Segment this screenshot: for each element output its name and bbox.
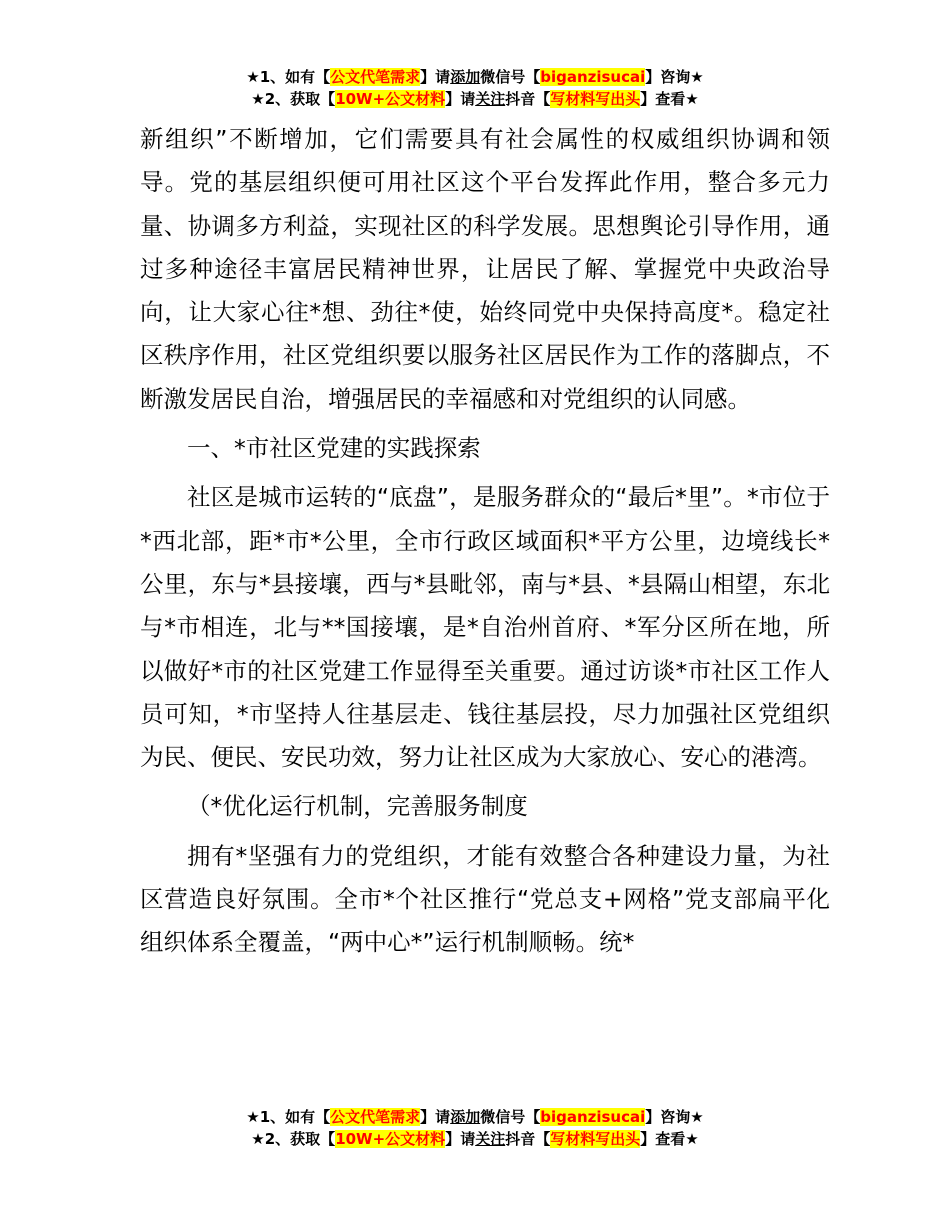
banner-text: ★1、如有【 <box>246 68 331 86</box>
banner-text: 微信号【 <box>480 68 541 86</box>
highlight-materials: 10W+公文材料 <box>335 1130 446 1148</box>
banner-underlined: 关注 <box>475 1130 506 1148</box>
paragraph-1: 新组织”不断增加，它们需要具有社会属性的权威组织协调和领导。党的基层组织便可用社区这个平台发挥此作用，整合多元力量、协调多方利益，实现社区的科学发展。思想舆论引导作用，通过多种途径丰富居民精神世界，让居民了解、掌握党中央政治导向，让大家心往*想、劲往*使，始终同党中央保持高度*。稳定社区秩序作用，社区党组织要以服务社区居民作为工作的落脚点，不断激发居民自治，增强居民的幸福感和对党组织的认同感。 <box>140 125 830 413</box>
banner-underlined: 添加 <box>450 68 481 86</box>
banner-text: ★2、获取【 <box>251 1130 336 1148</box>
highlight-service: 公文代笔需求 <box>330 68 421 86</box>
document-body <box>140 118 830 965</box>
banner-text: 】请 <box>420 1108 451 1126</box>
header-banner <box>0 66 950 110</box>
footer-banner <box>0 1106 950 1150</box>
banner-text: 微信号【 <box>480 1108 541 1126</box>
banner-text: 】咨询★ <box>645 1108 704 1126</box>
section-heading-1: 一、*市社区党建的实践探索 <box>187 434 481 463</box>
banner-text: 】请 <box>445 90 476 108</box>
banner-line-2 <box>0 1128 950 1150</box>
banner-underlined: 关注 <box>475 90 506 108</box>
highlight-wechat-id: biganzisucai <box>540 1108 646 1126</box>
banner-text: 】查看★ <box>640 90 699 108</box>
banner-underlined: 添加 <box>450 1108 481 1126</box>
banner-text: ★2、获取【 <box>251 90 336 108</box>
highlight-materials: 10W+公文材料 <box>335 90 446 108</box>
banner-line-2 <box>0 88 950 110</box>
paragraph-2: 社区是城市运转的“底盘”，是服务群众的“最后*里”。*市位于*西北部，距*市*公里，全市行政区域面积*平方公里，边境线长*公里，东与*县接壤，西与*县毗邻，南与*县、*县隔山相望，东北与*市相连，北与**国接壤，是*自治州首府、*军分区所在地，所以做好*市的社区党建工作显得至关重要。通过访谈*市社区工作人员可知，*市坚持人往基层走、钱往基层投，尽力加强社区党组织为民、便民、安民功效，努力让社区成为大家放心、安心的港湾。 <box>140 483 830 772</box>
banner-text: 抖音【 <box>505 1130 551 1148</box>
banner-text: 】咨询★ <box>645 68 704 86</box>
banner-text: 】请 <box>445 1130 476 1148</box>
banner-text: 抖音【 <box>505 90 551 108</box>
highlight-douyin: 写材料写出头 <box>550 90 641 108</box>
highlight-service: 公文代笔需求 <box>330 1108 421 1126</box>
banner-text: 】请 <box>420 68 451 86</box>
subsection-heading-1: （*优化运行机制，完善服务制度 <box>187 792 528 821</box>
banner-line-1 <box>0 1106 950 1128</box>
banner-text: ★1、如有【 <box>246 1108 331 1126</box>
highlight-douyin: 写材料写出头 <box>550 1130 641 1148</box>
banner-text: 】查看★ <box>640 1130 699 1148</box>
highlight-wechat-id: biganzisucai <box>540 68 646 86</box>
banner-line-1 <box>0 66 950 88</box>
paragraph-3: 拥有*坚强有力的党组织，才能有效整合各种建设力量，为社区营造良好氛围。全市*个社区推行“党总支+网格”党支部扁平化组织体系全覆盖，“两中心*”运行机制顺畅。统* <box>140 841 830 957</box>
